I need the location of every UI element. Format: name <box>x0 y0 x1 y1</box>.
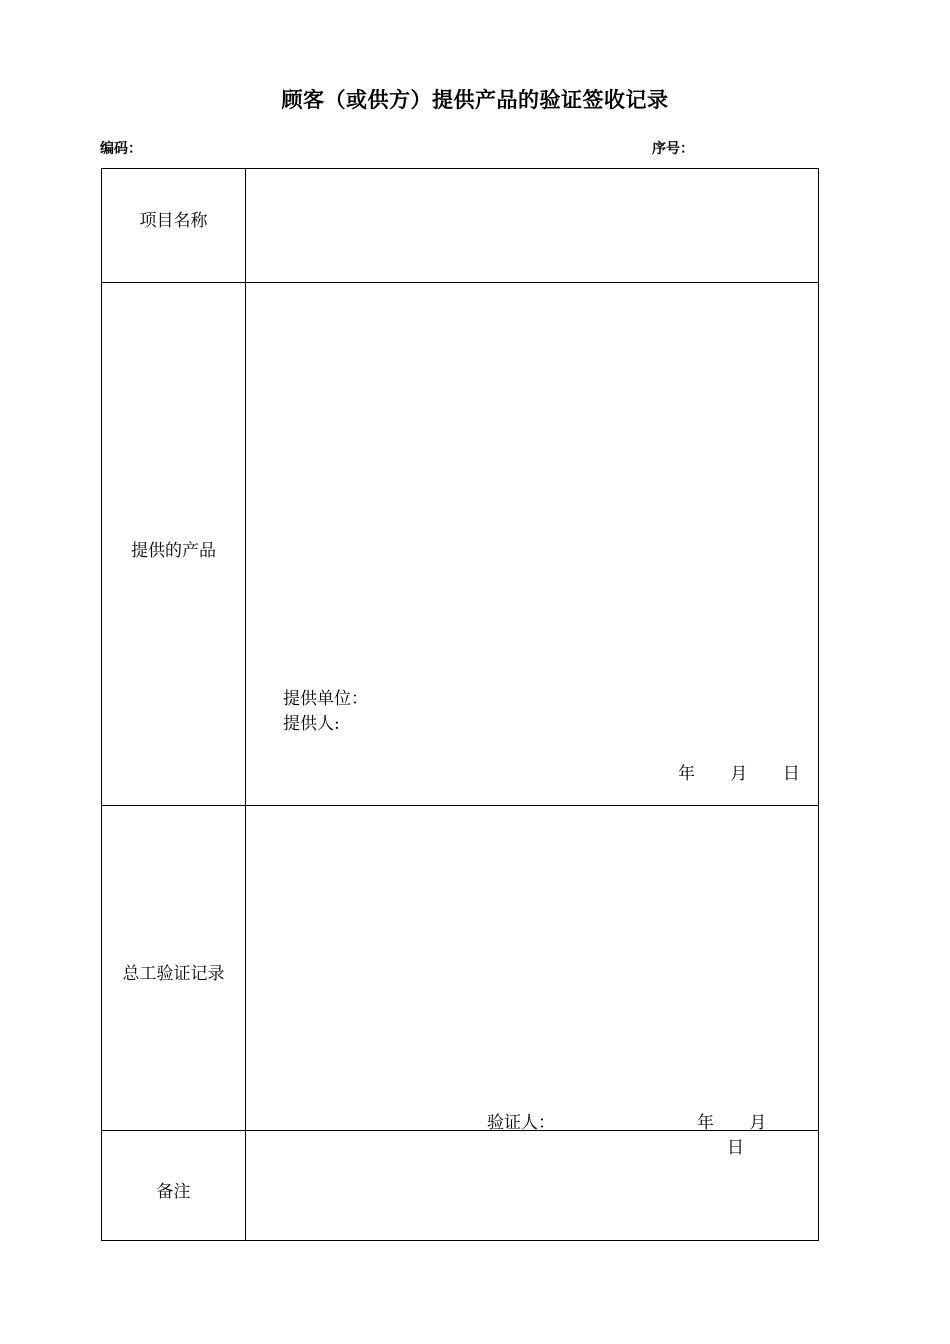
year-label: 年 <box>697 1113 714 1133</box>
serial-number-label: 序号： <box>652 141 694 157</box>
month-label: 月 <box>749 1113 767 1133</box>
document-title: 顾客（或供方）提供产品的验证签收记录 <box>281 88 669 112</box>
row-divider <box>102 282 818 283</box>
month-label: 月 <box>730 764 748 784</box>
verifier-label: 验证人： <box>487 1113 555 1133</box>
column-divider <box>245 169 246 1240</box>
verification-record-label: 总工验证记录 <box>122 964 225 984</box>
supplier-person-label: 提供人: <box>283 714 340 734</box>
verification-form-table <box>101 168 819 1241</box>
day-label: 日 <box>782 764 800 784</box>
product-date <box>678 759 800 784</box>
code-label: 编码： <box>100 141 142 157</box>
year-label: 年 <box>678 764 695 784</box>
day-label: 日 <box>727 1138 744 1158</box>
verification-date <box>697 1108 818 1158</box>
remarks-label: 备注 <box>156 1182 191 1202</box>
provided-product-label: 提供的产品 <box>131 541 216 561</box>
supplier-unit-label: 提供单位： <box>283 689 368 709</box>
row-divider <box>102 805 818 806</box>
project-name-label: 项目名称 <box>139 211 208 231</box>
